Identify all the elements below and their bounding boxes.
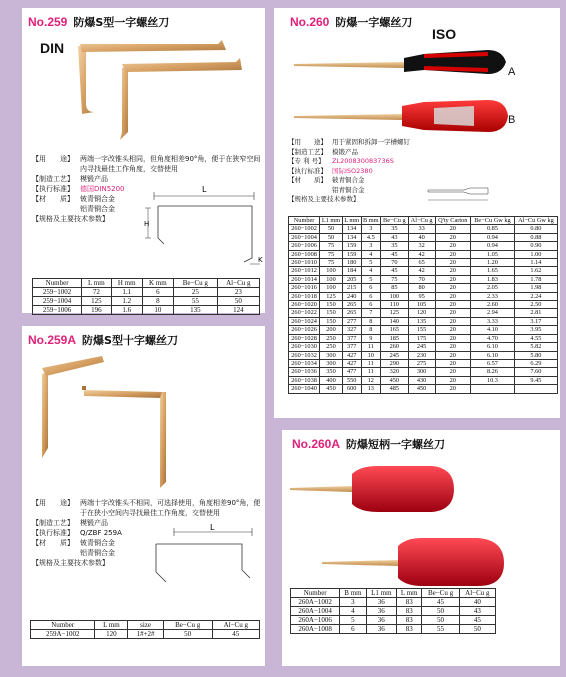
table-cell: 20	[435, 275, 471, 283]
screwdriver-illustration	[274, 42, 560, 152]
table-cell: 20	[435, 292, 471, 300]
column-header: L mm	[344, 217, 360, 224]
table-cell: 0.94	[471, 233, 515, 241]
table-cell: 300	[320, 359, 343, 367]
table-cell: 175	[408, 334, 435, 342]
table-cell: 4	[361, 267, 380, 275]
table-cell: 265	[342, 301, 361, 309]
table-cell: 184	[342, 267, 361, 275]
column-header: B mm	[363, 217, 379, 224]
product-number: No.260	[290, 15, 330, 29]
svg-text:H: H	[144, 220, 150, 228]
table-cell: 8.26	[471, 368, 515, 376]
table-cell: 20	[435, 317, 471, 325]
table-cell: 240	[342, 292, 361, 300]
table-cell: 3.17	[514, 317, 557, 325]
table-cell: 260A−1004	[291, 607, 340, 616]
table-cell: 0.88	[514, 233, 557, 241]
table-cell: 50	[320, 233, 343, 241]
table-cell: 260−1028	[289, 334, 320, 342]
table-cell: 20	[435, 326, 471, 334]
table-cell: 9	[361, 334, 380, 342]
table-cell: 2.24	[514, 292, 557, 300]
panel-259-header	[28, 14, 169, 30]
table-cell: 1.00	[514, 250, 557, 258]
product-number: No.259A	[28, 333, 77, 347]
table-cell: 260−1030	[289, 343, 320, 351]
table-cell: 35	[381, 225, 409, 233]
table-cell	[471, 385, 515, 393]
table-row	[289, 242, 558, 250]
table-cell: 350	[320, 368, 343, 376]
table-cell: 6.29	[514, 359, 557, 367]
table-cell: 6	[361, 292, 380, 300]
table-cell: 3	[340, 598, 366, 607]
table-cell: 11	[361, 343, 380, 351]
column-header: Be−Cu g	[422, 589, 459, 598]
table-cell: 42	[408, 250, 435, 258]
table-cell: 155	[408, 326, 435, 334]
table-row	[291, 598, 496, 607]
column-header: Be−Cu g	[381, 217, 409, 225]
panel-259a	[22, 326, 265, 666]
table-cell: 135	[408, 317, 435, 325]
column-header: Al−Cu g	[408, 217, 435, 225]
table-cell: 20	[435, 368, 471, 376]
table-cell: 50	[422, 616, 459, 625]
table-cell: 150	[320, 317, 343, 325]
table-cell: 20	[435, 259, 471, 267]
table-cell: 159	[342, 242, 361, 250]
table-cell: 6.10	[471, 351, 515, 359]
table-cell: 400	[320, 376, 343, 384]
table-cell: 275	[408, 359, 435, 367]
table-cell: 105	[408, 301, 435, 309]
table-cell: 0.94	[471, 242, 515, 250]
product-info: 【用 途】 两端一字改锥头相同，但角度相差90°角，便于在狭窄空间内寻找最佳工作角度，交替使用 【制造工艺】 模锻产品 【执行标准】 德国DIN5200 【材 质】 铍青铜合金 铝青铜合金 【规格及主要技术参数】	[32, 155, 261, 223]
table-cell: 260	[381, 343, 409, 351]
table-cell: 3	[361, 225, 380, 233]
table-cell: 1.78	[514, 275, 557, 283]
table-cell: 260−1034	[289, 359, 320, 367]
table-cell: 2.33	[471, 292, 515, 300]
table-cell: 5	[361, 275, 380, 283]
table-cell: 260−1032	[289, 351, 320, 359]
dimension-drawing	[424, 180, 544, 210]
table-row	[289, 368, 558, 376]
table-cell: 7.60	[514, 368, 557, 376]
column-header: Al−Cu Gw kg	[514, 217, 557, 225]
table-row	[291, 616, 496, 625]
table-cell: 6	[361, 301, 380, 309]
table-cell: 250	[320, 334, 343, 342]
table-row: 259−1006 196 1.6 10 135 124	[33, 306, 260, 315]
table-cell: 6	[361, 284, 380, 292]
table-row	[289, 301, 558, 309]
product-number: No.259	[28, 15, 68, 29]
table-cell: 320	[381, 368, 409, 376]
table-cell: 2.81	[514, 309, 557, 317]
table-cell: 0.85	[471, 225, 515, 233]
table-cell: 134	[342, 233, 361, 241]
table-row	[289, 343, 558, 351]
column-header: Q'ty Carton	[435, 217, 471, 225]
table-row	[289, 317, 558, 325]
table-cell: 85	[381, 284, 409, 292]
table-cell: 2.05	[471, 284, 515, 292]
table-cell: 430	[408, 376, 435, 384]
table-cell: 5.80	[514, 351, 557, 359]
table-cell: 1.14	[514, 259, 557, 267]
table-cell: 6	[340, 625, 366, 634]
product-number: No.260A	[292, 437, 341, 451]
table-cell: 42	[408, 267, 435, 275]
table-cell: 3	[361, 242, 380, 250]
table-cell: 260−1018	[289, 292, 320, 300]
table-cell: 2.50	[514, 301, 557, 309]
table-cell: 450	[320, 385, 343, 393]
table-cell: 80	[408, 284, 435, 292]
table-cell: 20	[435, 250, 471, 258]
table-cell: 260A−1008	[291, 625, 340, 634]
table-cell: 100	[381, 292, 409, 300]
table-cell: 75	[320, 250, 343, 258]
table-cell: 20	[435, 376, 471, 384]
spec-table: Number L mm H mm K mm Be−Cu g Al−Cu g 259−1002 72 1.1 6 25 23 259−1004 125 1.2 8 55 50 259−1006 196 1.6 10 135 124	[32, 278, 260, 315]
table-cell: 20	[435, 334, 471, 342]
table-cell: 245	[381, 351, 409, 359]
table-cell: 250	[320, 343, 343, 351]
table-cell: 4	[361, 250, 380, 258]
product-title: 防爆S型一字螺丝刀	[73, 16, 170, 29]
table-cell: 260−1022	[289, 309, 320, 317]
table-row	[289, 334, 558, 342]
table-cell: 4.5	[361, 233, 380, 241]
table-cell: 260−1020	[289, 301, 320, 309]
table-cell: 427	[342, 359, 361, 367]
table-cell: 260−1016	[289, 284, 320, 292]
table-cell: 3.33	[471, 317, 515, 325]
table-cell: 70	[381, 259, 409, 267]
table-row	[289, 284, 558, 292]
table-cell: 12	[361, 376, 380, 384]
s-screwdriver-illustration	[22, 36, 265, 156]
product-title: 防爆短柄一字螺丝刀	[346, 438, 446, 451]
table-cell: 450	[381, 376, 409, 384]
table-cell: 36	[366, 625, 397, 634]
table-cell: 260A−1002	[291, 598, 340, 607]
table-cell: 205	[342, 275, 361, 283]
table-cell: 13	[361, 385, 380, 393]
standard-label: DIN	[40, 40, 65, 56]
table-cell: 36	[366, 598, 397, 607]
table-cell: 20	[435, 301, 471, 309]
table-cell: 6.57	[471, 359, 515, 367]
table-cell: 40	[459, 598, 495, 607]
product-title: 防爆一字螺丝刀	[335, 16, 413, 29]
table-cell: 43	[381, 233, 409, 241]
table-row	[291, 625, 496, 634]
table-cell: 260−1026	[289, 326, 320, 334]
table-cell: 290	[381, 359, 409, 367]
table-cell: 260−1040	[289, 385, 320, 393]
table-cell: 20	[435, 242, 471, 250]
panel-260a-header	[292, 436, 445, 452]
table-cell: 2.60	[471, 301, 515, 309]
table-cell: 134	[342, 225, 361, 233]
svg-text:L: L	[202, 185, 207, 194]
table-cell: 83	[397, 625, 422, 634]
table-cell: 43	[459, 607, 495, 616]
table-cell: 150	[320, 309, 343, 317]
table-cell: 260−1006	[289, 242, 320, 250]
table-cell: 260−1002	[289, 225, 320, 233]
spec-table	[290, 588, 496, 634]
table-cell: 327	[342, 326, 361, 334]
table-row	[289, 385, 558, 393]
table-cell: 75	[320, 242, 343, 250]
table-cell: 11	[361, 368, 380, 376]
table-cell: 95	[408, 292, 435, 300]
table-cell: 125	[381, 309, 409, 317]
column-header: L1 mm	[366, 589, 397, 598]
table-cell: 110	[381, 301, 409, 309]
dimension-drawing	[144, 178, 264, 268]
table-cell: 1.62	[514, 267, 557, 275]
panel-260	[274, 8, 560, 418]
table-cell: 150	[320, 301, 343, 309]
table-cell: 260−1004	[289, 233, 320, 241]
table-cell: 120	[408, 309, 435, 317]
table-cell: 260−1024	[289, 317, 320, 325]
product-title: 防爆S型十字螺丝刀	[82, 334, 178, 347]
table-cell: 83	[397, 616, 422, 625]
table-cell: 50	[459, 625, 495, 634]
table-cell: 377	[342, 334, 361, 342]
table-cell: 20	[435, 309, 471, 317]
table-cell: 45	[381, 250, 409, 258]
table-cell: 50	[320, 225, 343, 233]
table-cell: 7	[361, 309, 380, 317]
table-cell: 260−1038	[289, 376, 320, 384]
table-cell: 0.90	[514, 242, 557, 250]
table-cell: 485	[381, 385, 409, 393]
table-cell: 5.82	[514, 343, 557, 351]
table-cell: 83	[397, 598, 422, 607]
table-cell: 260−1010	[289, 259, 320, 267]
table-cell: 45	[422, 598, 459, 607]
column-header: Be−Cu Gw kg	[471, 217, 515, 225]
table-cell: 50	[422, 607, 459, 616]
table-cell: 20	[435, 351, 471, 359]
panel-259a-header	[28, 332, 178, 348]
table-cell: 2.94	[471, 309, 515, 317]
table-cell: 20	[435, 225, 471, 233]
standard-label: ISO	[432, 26, 457, 42]
table-cell: 450	[408, 385, 435, 393]
table-cell: 32	[408, 242, 435, 250]
column-header: Number	[291, 589, 340, 598]
table-cell: 4.10	[471, 326, 515, 334]
table-cell: 3.95	[514, 326, 557, 334]
table-cell: 75	[320, 259, 343, 267]
short-screwdriver-illustration	[282, 452, 560, 587]
table-row	[289, 359, 558, 367]
table-cell: 45	[381, 267, 409, 275]
table-cell: 125	[320, 292, 343, 300]
table-cell: 100	[320, 275, 343, 283]
dimension-drawing	[142, 522, 262, 592]
table-cell: 20	[435, 359, 471, 367]
column-header: L1 mm	[320, 217, 343, 225]
table-cell: 8	[361, 326, 380, 334]
table-cell: 1.98	[514, 284, 557, 292]
table-cell: 4.55	[514, 334, 557, 342]
table-cell	[514, 385, 557, 393]
table-cell: 6.10	[471, 343, 515, 351]
table-cell: 200	[320, 326, 343, 334]
table-cell: 20	[435, 233, 471, 241]
table-cell: 260−1014	[289, 275, 320, 283]
table-cell: 4.70	[471, 334, 515, 342]
panel-260-header	[290, 14, 412, 30]
table-row: 259−1002 72 1.1 6 25 23	[33, 288, 260, 297]
table-cell: 140	[381, 317, 409, 325]
column-header: B mm	[340, 589, 366, 598]
table-cell: 20	[435, 267, 471, 275]
column-header: Number	[289, 217, 320, 225]
table-cell: 300	[320, 351, 343, 359]
panel-260a	[282, 430, 560, 666]
table-cell: 20	[435, 343, 471, 351]
table-cell: 55	[422, 625, 459, 634]
table-cell: 4	[340, 607, 366, 616]
table-cell: 5	[340, 616, 366, 625]
table-row	[289, 259, 558, 267]
table-row	[289, 225, 558, 233]
table-cell: 300	[408, 368, 435, 376]
table-cell: 427	[342, 351, 361, 359]
table-cell: 40	[408, 233, 435, 241]
table-cell: 10	[361, 351, 380, 359]
table-cell: 83	[397, 607, 422, 616]
table-cell: 260−1008	[289, 250, 320, 258]
table-cell: 550	[342, 376, 361, 384]
table-cell: 1.83	[471, 275, 515, 283]
table-cell: 185	[381, 334, 409, 342]
table-cell: 377	[342, 343, 361, 351]
table-cell: 100	[320, 267, 343, 275]
table-cell: 1.05	[471, 250, 515, 258]
table-cell: 35	[381, 242, 409, 250]
table-cell: 180	[342, 259, 361, 267]
table-cell: 100	[320, 284, 343, 292]
table-cell: 165	[381, 326, 409, 334]
table-row	[289, 250, 558, 258]
table-cell: 260−1012	[289, 267, 320, 275]
table-cell: 20	[435, 385, 471, 393]
table-row	[289, 292, 558, 300]
table-row: 259−1004 125 1.2 8 55 50	[33, 297, 260, 306]
label-b: B	[508, 114, 516, 126]
table-cell: 36	[366, 607, 397, 616]
table-cell: 1.20	[471, 259, 515, 267]
table-row	[289, 376, 558, 384]
table-cell: 33	[408, 225, 435, 233]
spec-table	[288, 216, 558, 394]
table-cell: 159	[342, 250, 361, 258]
table-cell: 20	[435, 284, 471, 292]
spec-table: Number L mm size Be−Cu g Al−Cu g 259A−1002 120 1#+2# 50 45	[30, 620, 260, 639]
table-row	[291, 607, 496, 616]
column-header: L mm	[397, 589, 422, 598]
table-cell: 8	[361, 317, 380, 325]
table-cell: 5	[361, 259, 380, 267]
table-cell: 0.80	[514, 225, 557, 233]
table-cell: 9.45	[514, 376, 557, 384]
table-row	[289, 326, 558, 334]
table-cell: 1.65	[471, 267, 515, 275]
table-cell: 477	[342, 368, 361, 376]
label-a: A	[508, 66, 516, 78]
svg-text:L: L	[210, 523, 215, 532]
s-cross-screwdriver-illustration	[22, 352, 265, 492]
svg-text:K: K	[258, 256, 263, 264]
table-row	[289, 275, 558, 283]
table-row	[289, 233, 558, 241]
product-info: 【用 途】 用于紧固和拆卸一字槽螺钉 【制造工艺】 模锻产品 【专 利 号】 ZL200830083736S 【执行标准】 国际ISO2380 【材 质】 铍青铜合金 铝青铜合金 【规格及主要技术参数】	[288, 138, 410, 203]
table-cell: 215	[342, 284, 361, 292]
table-cell: 65	[408, 259, 435, 267]
table-cell: 600	[342, 385, 361, 393]
table-cell: 260A−1006	[291, 616, 340, 625]
table-cell: 75	[381, 275, 409, 283]
panel-259	[22, 8, 265, 313]
table-row	[289, 351, 558, 359]
table-cell: 45	[459, 616, 495, 625]
table-row	[289, 267, 558, 275]
product-info: 【用 途】 两端十字改锥头不相同，可选择使用，角度相差90°角，便于在狭小空间内寻找最佳工作角度，交替使用 【制造工艺】 模锻产品 【执行标准】 Q/ZBF 259A 【材 质】 铍青铜合金 铝青铜合金 【规格及主要技术参数】	[32, 499, 261, 567]
table-cell: 230	[408, 351, 435, 359]
table-cell: 36	[366, 616, 397, 625]
table-cell: 10.3	[471, 376, 515, 384]
column-header: Al−Cu g	[459, 589, 495, 598]
table-cell: 70	[408, 275, 435, 283]
table-row: 259A−1002 120 1#+2# 50 45	[31, 630, 260, 639]
table-cell: 265	[342, 309, 361, 317]
table-cell: 277	[342, 317, 361, 325]
table-row	[289, 309, 558, 317]
table-cell: 245	[408, 343, 435, 351]
table-cell: 260−1036	[289, 368, 320, 376]
table-cell: 11	[361, 359, 380, 367]
